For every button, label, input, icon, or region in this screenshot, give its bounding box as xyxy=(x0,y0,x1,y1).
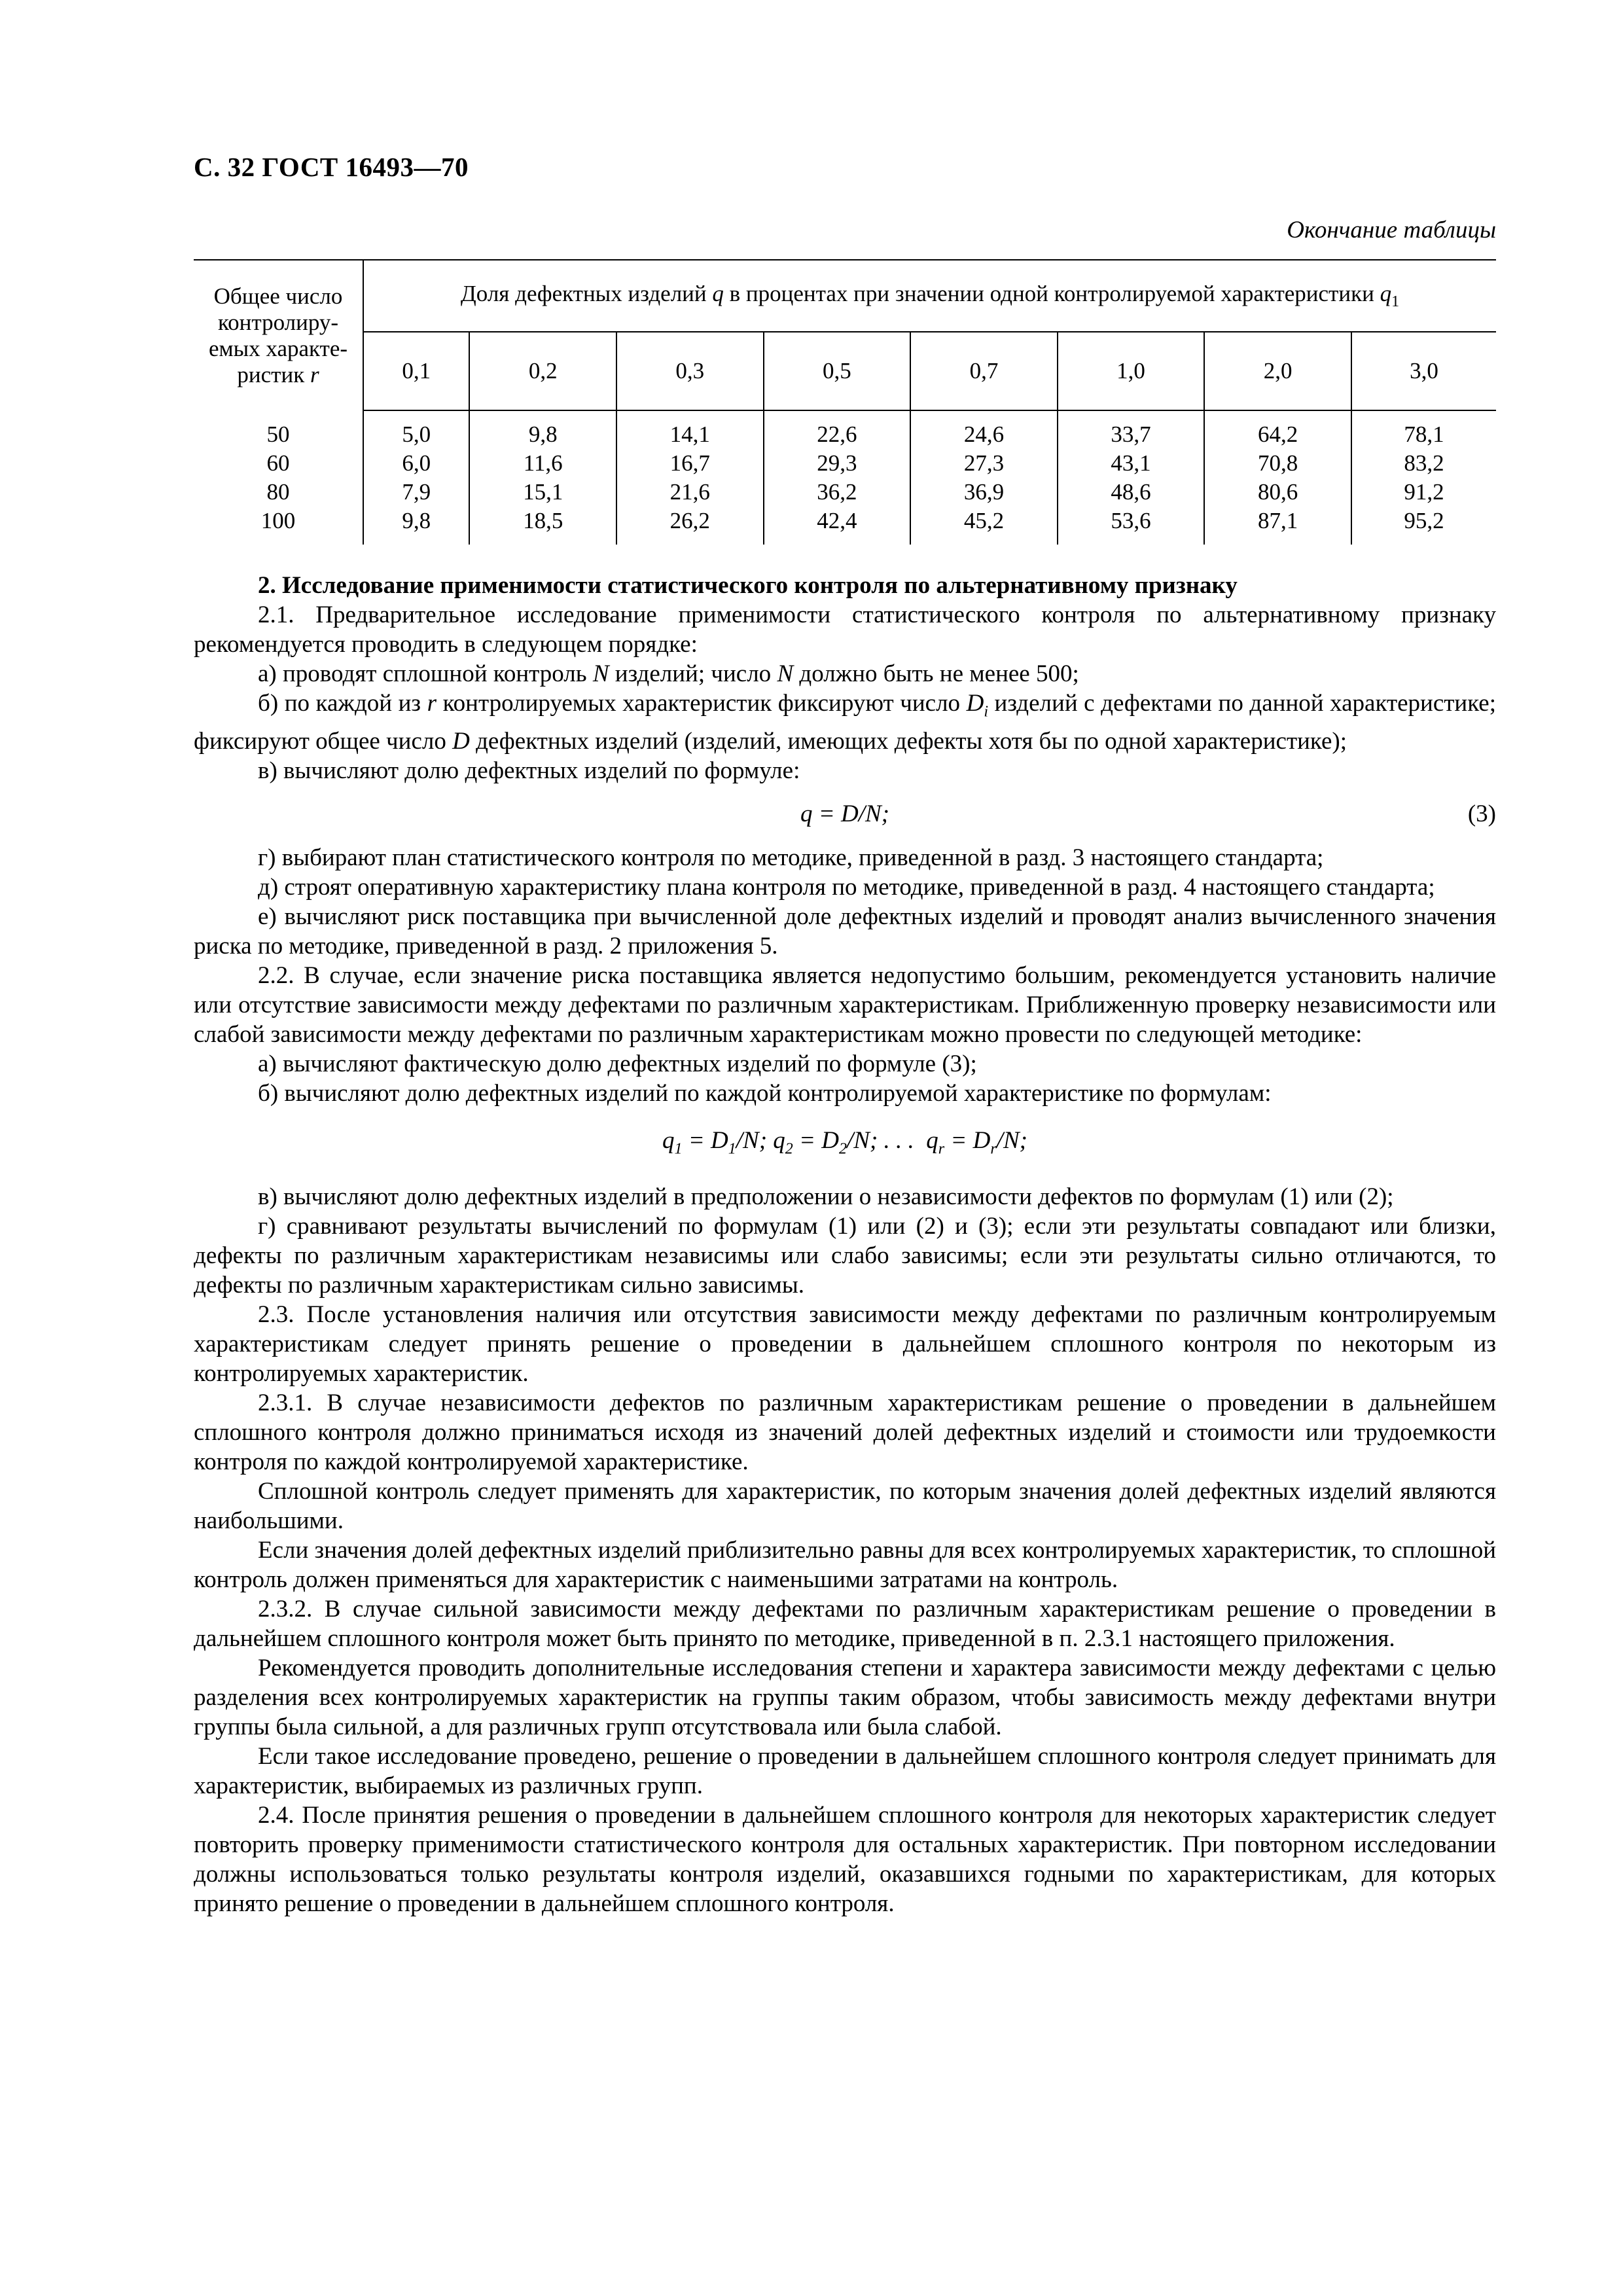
table-cell: 36,2 xyxy=(764,478,911,507)
table-cell: 87,1 xyxy=(1204,507,1351,545)
list-item: г) сравнивают результаты вычислений по формулам (1) или (2) и (3); если эти результаты совпадают или близки, дефекты по различным характеристикам независимы или слабо зависимы; если эти результаты сильно отличаются, то дефекты по различным характеристикам сильно зависимы. xyxy=(194,1212,1496,1299)
table-cell: 7,9 xyxy=(363,478,469,507)
table-cell: 14,1 xyxy=(616,410,764,449)
table-cell: 80 xyxy=(194,478,363,507)
column-header: 2,0 xyxy=(1204,332,1351,410)
paragraph: 2.3. После установления наличия или отсутствия зависимости между дефектами по различным контролируемым характеристикам следует принять решение о проведении в дальнейшем сплошного контроля по некоторым из контролируемых характеристик. xyxy=(194,1300,1496,1387)
table-cell: 6,0 xyxy=(363,449,469,478)
paragraph: Рекомендуется проводить дополнительные исследования степени и характера зависимости между дефектами с целью разделения всех контролируемых характеристик на группы таким образом, чтобы зависимость между дефектами внутри группы была сильной, а для различных групп отсутствовала или была слабой. xyxy=(194,1654,1496,1740)
table-cell: 48,6 xyxy=(1058,478,1205,507)
column-header: 3,0 xyxy=(1351,332,1496,410)
table-cell: 45,2 xyxy=(910,507,1058,545)
table-cell: 24,6 xyxy=(910,410,1058,449)
paragraph: Если такое исследование проведено, решение о проведении в дальнейшем сплошного контроля следует принимать для характеристик, выбираемых из различных групп. xyxy=(194,1742,1496,1799)
column-header: 0,7 xyxy=(910,332,1058,410)
formula-3 xyxy=(194,795,1496,834)
list-item: в) вычисляют долю дефектных изделий в предположении о независимости дефектов по формулам (1) или (2); xyxy=(258,1183,1394,1210)
table-cell: 83,2 xyxy=(1351,449,1496,478)
table-cell: 9,8 xyxy=(469,410,616,449)
table-caption: Окончание таблицы xyxy=(1287,217,1496,243)
table-row xyxy=(194,449,1496,478)
table-cell: 70,8 xyxy=(1204,449,1351,478)
column-header: 0,5 xyxy=(764,332,911,410)
paragraph: 2.3.2. В случае сильной зависимости между дефектами по различным характеристикам решение о проведении в дальнейшем сплошного контроля может быть принято по методике, приведенной в п. 2.3.1 настоящего приложения. xyxy=(194,1595,1496,1652)
paragraph: Сплошной контроль следует применять для характеристик, по которым значения долей дефектных изделий являются наибольшими. xyxy=(194,1477,1496,1534)
table-cell: 9,8 xyxy=(363,507,469,545)
body-text xyxy=(194,571,1496,1918)
table-cell: 42,4 xyxy=(764,507,911,545)
table-cell: 60 xyxy=(194,449,363,478)
list-item: в) вычисляют долю дефектных изделий по формуле: xyxy=(258,757,800,785)
table-cell: 5,0 xyxy=(363,410,469,449)
table-cell: 78,1 xyxy=(1351,410,1496,449)
column-header: 0,2 xyxy=(469,332,616,410)
table-row xyxy=(194,507,1496,545)
table-cell: 43,1 xyxy=(1058,449,1205,478)
table-cell: 27,3 xyxy=(910,449,1058,478)
main-column-header: Доля дефектных изделий q в процентах при значении одной контролируемой характеристики $q_1$ xyxy=(363,260,1496,332)
document-page xyxy=(194,151,1496,1918)
paragraph: 2.2. В случае, если значение риска поставщика является недопустимо большим, рекомендуется установить наличие или отсутствие зависимости между дефектами по различным характеристикам. Приближенную проверку независимости или слабой зависимости между дефектами по различным характеристикам можно провести по следующей методике: xyxy=(194,962,1496,1049)
column-header: 0,3 xyxy=(616,332,764,410)
page-header: С. 32 ГОСТ 16493—70 xyxy=(194,152,469,182)
paragraph: 2.4. После принятия решения о проведении в дальнейшем сплошного контроля для некоторых характеристик следует повторить проверку применимости статистического контроля для остальных характеристик. При повторном исследовании должны использоваться только результаты контроля изделий, оказавшихся годными по характеристикам, для которых принято решение о проведении в дальнейшем сплошного контроля. xyxy=(194,1801,1496,1917)
formula-number: (3) xyxy=(1467,800,1496,828)
table-cell: 91,2 xyxy=(1351,478,1496,507)
list-item: д) строят оперативную характеристику плана контроля по методике, приведенной в разд. 4 настоящего стандарта; xyxy=(258,874,1435,901)
table-cell: 15,1 xyxy=(469,478,616,507)
list-item: б) по каждой из r контролируемых характеристик фиксируют число $D_i$ изделий с дефектами по данной характеристике; фиксируют общее число D дефектных изделий (изделий, имеющих дефекты хотя бы по одной характеристике); xyxy=(194,690,1496,755)
table-cell: 100 xyxy=(194,507,363,545)
formula-text: q = D/N; xyxy=(800,800,889,828)
table-cell: 16,7 xyxy=(616,449,764,478)
table-row xyxy=(194,478,1496,507)
paragraph: Если значения долей дефектных изделий приблизительно равны для всех контролируемых характеристик, то сплошной контроль должен применяться для характеристик с наименьшими затратами на контроль. xyxy=(194,1536,1496,1593)
table-cell: 80,6 xyxy=(1204,478,1351,507)
section-heading: 2. Исследование применимости статистического контроля по альтернативному признаку xyxy=(258,572,1238,599)
table-cell: 53,6 xyxy=(1058,507,1205,545)
table-cell: 26,2 xyxy=(616,507,764,545)
table-cell: 18,5 xyxy=(469,507,616,545)
table-cell: 29,3 xyxy=(764,449,911,478)
table-cell: 36,9 xyxy=(910,478,1058,507)
list-item: а) вычисляют фактическую долю дефектных изделий по формуле (3); xyxy=(258,1050,977,1078)
column-header: 1,0 xyxy=(1058,332,1205,410)
list-item: е) вычисляют риск поставщика при вычисленной доле дефектных изделий и проводят анализ вычисленного значения риска по методике, приведенной в разд. 2 приложения 5. xyxy=(194,903,1496,960)
table-cell: 22,6 xyxy=(764,410,911,449)
paragraph: 2.1. Предварительное исследование применимости статистического контроля по альтернативному признаку рекомендуется проводить в следующем порядке: xyxy=(194,601,1496,658)
table-row xyxy=(194,410,1496,449)
table-cell: 11,6 xyxy=(469,449,616,478)
formula-ratios: $q_1 = D_1/N$; $q_2 = D_2/N$; . . . $q_r = D_r/N$; xyxy=(662,1127,1027,1158)
paragraph: 2.3.1. В случае независимости дефектов по различным характеристикам решение о проведении в дальнейшем сплошного контроля должно приниматься исходя из значений долей дефектных изделий и стоимости или трудоемкости контроля по каждой контролируемой характеристике. xyxy=(194,1389,1496,1475)
table-cell: 95,2 xyxy=(1351,507,1496,545)
list-item: б) вычисляют долю дефектных изделий по каждой контролируемой характеристике по формулам: xyxy=(258,1080,1272,1107)
list-item: г) выбирают план статистического контроля по методике, приведенной в разд. 3 настоящего стандарта; xyxy=(258,844,1324,872)
column-header: 0,1 xyxy=(363,332,469,410)
table-cell: 21,6 xyxy=(616,478,764,507)
list-item: а) проводят сплошной контроль N изделий; число N должно быть не менее 500; xyxy=(258,660,1079,687)
first-column-header: Общее число контролиру- емых характе- ристик r xyxy=(194,260,363,410)
table-cell: 50 xyxy=(194,410,363,449)
data-table xyxy=(194,259,1496,545)
table-cell: 64,2 xyxy=(1204,410,1351,449)
table-cell: 33,7 xyxy=(1058,410,1205,449)
